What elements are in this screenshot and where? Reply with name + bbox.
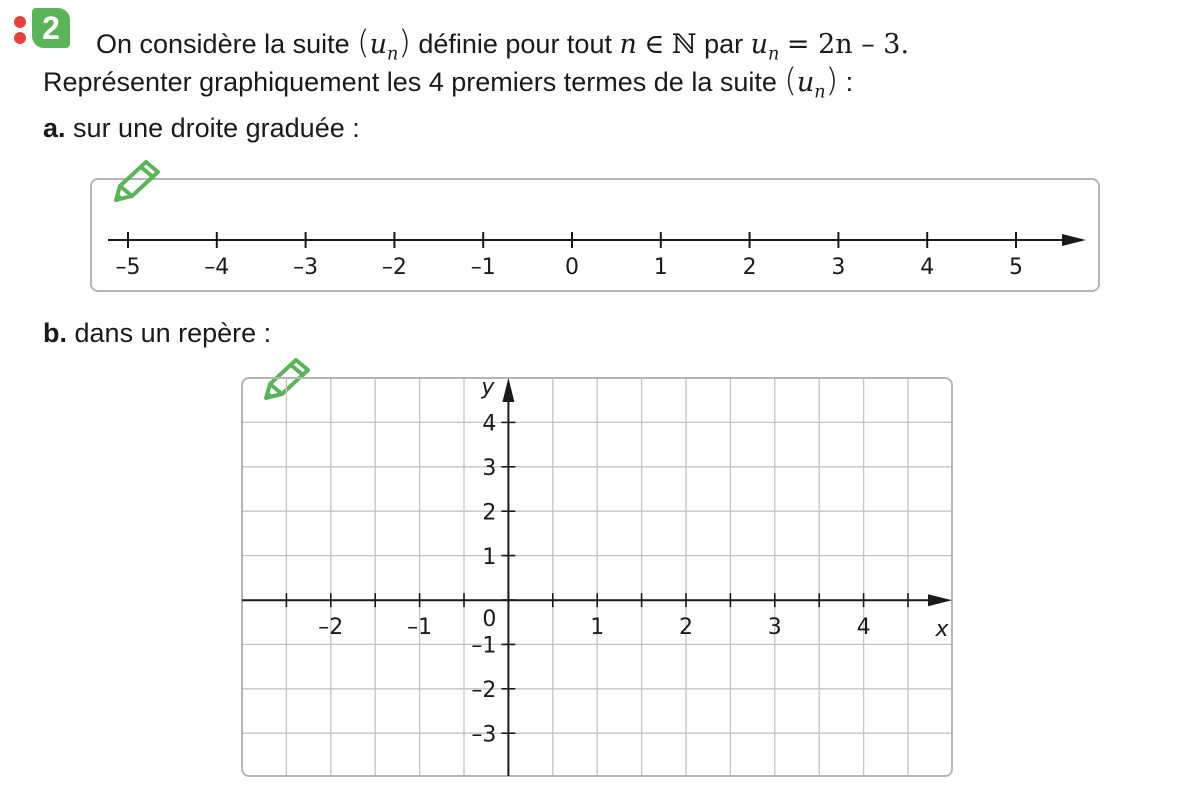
sequence-index: n	[387, 44, 399, 65]
number-line-tick-label: 2	[742, 255, 757, 280]
y-tick-label: 4	[482, 411, 497, 437]
par-word: par	[704, 29, 744, 59]
formula-rhs: = 2n – 3.	[786, 29, 910, 60]
statement-line-2-end: :	[845, 67, 854, 97]
number-line-tick-label: –4	[204, 255, 230, 280]
x-tick-label: –1	[407, 615, 433, 641]
statement-prefix: On considère la suite	[96, 29, 350, 59]
number-line-tick-label: 4	[920, 255, 935, 280]
y-tick-label: –1	[471, 633, 497, 659]
coordinate-grid	[242, 375, 952, 776]
exercise-number: 2	[32, 8, 70, 48]
number-line-tick-label: –2	[381, 255, 407, 280]
arrow-right-icon	[1062, 234, 1086, 246]
statement-line-2: Représenter graphiquement les 4 premiers termes de la suite $(u_n)$ :	[43, 61, 854, 103]
sequence-name-2: u	[796, 67, 815, 98]
statement-middle: définie pour tout	[418, 29, 612, 59]
n-symbol: n	[619, 29, 637, 60]
part-b-label: b.	[43, 318, 67, 348]
x-tick-label: 1	[590, 615, 605, 641]
number-line-tick-label: 5	[1009, 255, 1023, 280]
part-a-text: sur une droite graduée :	[73, 113, 360, 143]
x-axis-label: x	[935, 617, 949, 643]
statement-line-1: On considère la suite $(u_n)$ définie pour tout n ∈ ℕ par $u_n = 2n - 3$.	[96, 23, 910, 65]
number-line-tick-label: –3	[293, 255, 319, 280]
part-b-text: dans un repère :	[74, 318, 272, 348]
x-tick-label: 4	[856, 615, 871, 641]
y-tick-label: –2	[471, 678, 497, 703]
arrow-up-icon	[502, 378, 514, 402]
number-line	[108, 232, 1086, 280]
formula-lhs-index: n	[768, 44, 780, 65]
x-tick-label: –2	[318, 615, 344, 641]
y-tick-label: 2	[482, 500, 497, 526]
statement-line-2-text: Représenter graphiquement les 4 premiers termes de la suite	[43, 67, 777, 97]
part-a-label: a.	[43, 113, 66, 143]
sequence-index-2: n	[814, 82, 826, 103]
number-line-tick-label: 1	[653, 255, 668, 280]
naturals-symbol: ℕ	[671, 29, 697, 60]
x-tick-label: 3	[767, 615, 782, 641]
sequence-name: u	[369, 29, 388, 60]
number-line-tick-label: –1	[470, 255, 496, 280]
number-line-tick-label: 3	[831, 255, 846, 280]
formula-lhs: u	[750, 29, 769, 60]
number-line-tick-label: –5	[115, 255, 141, 280]
arrow-right-icon	[928, 594, 952, 606]
element-of-symbol: ∈	[644, 29, 665, 60]
number-line-tick-label: 0	[565, 255, 579, 280]
y-tick-label: –3	[471, 722, 497, 748]
origin-label: 0	[482, 607, 497, 633]
y-axis-label: y	[481, 375, 495, 400]
x-tick-label: 2	[679, 615, 693, 641]
y-tick-label: 3	[482, 456, 497, 481]
y-tick-label: 1	[482, 544, 497, 570]
